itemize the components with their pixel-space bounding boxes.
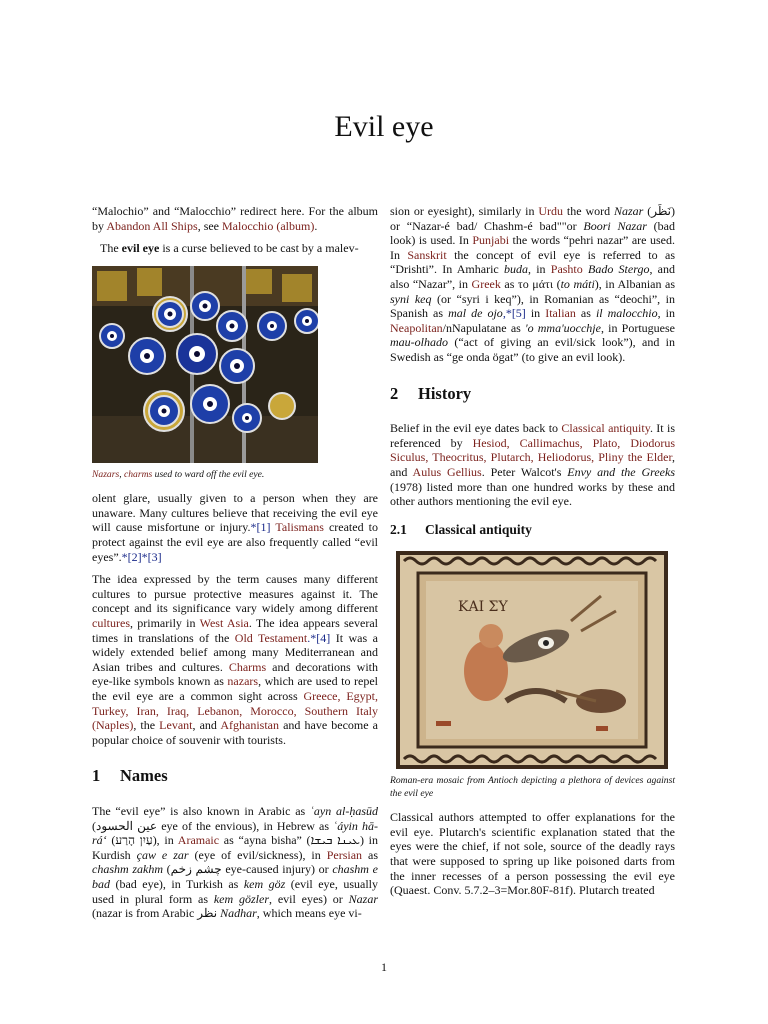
nazar-charms-photo (92, 266, 318, 463)
names-paragraph-cont: sion or eyesight), similarly in Urdu the word Nazar (نَظَر) or “Nazar-é bad/ Chashm-é bad""or Boori Nazar (bad look) is used. In Punjabi the words “pehri nazar” are used. In Sanskrit the concept of evil eye is referred to as “Drishti”. In Amharic buda, in Pashto Bado Stergo, and also “Nazar”, in Greek as το μάτι (to máti), in Albanian as syni keq (or “syri i keq”), in Romanian as “deochi”, in Spanish as mal de ojo,*[5] in Italian as il malocchio, in Neapolitan/nNapulatane as 'o mma'uocchje, in Portuguese mau-olhado (“act of giving an evil/sick look”), and in Swedish as “ge onda ögat” (to give an evil look). (390, 204, 676, 364)
link-greek[interactable]: Greek (471, 276, 501, 291)
link-neapolitan[interactable]: Neapolitan (390, 320, 443, 335)
names-paragraph: The “evil eye” is also known in Arabic as ʿayn al-ḥasūd (عين الحسود eye of the envious), in Hebrew as ʿáyin hā-rá‘ (עַיִן הָרַע), in Aramaic as “ayna bisha” (ܥܝܢܐ ܒܝܫܐ) in Kurdish çaw e zar (eye of evil/sickness), in Persian as chashm zakhm (چشم زخم eye-caused injury) or chashm e bad (bad eye), in Turkish as kem göz (evil eye, usually used in plural form as kem gözler, evil eyes) or Nazar (nazar is from Arabic نظر Nadhar, which means eye vi- (92, 803, 379, 921)
intro-paragraph-start: The evil eye is a curse believed to be cast by a malev- (100, 241, 359, 256)
article-title: Evil eye (334, 110, 434, 143)
link-persian[interactable]: Persian (326, 847, 363, 862)
link-pashto[interactable]: Pashto (550, 262, 583, 277)
ref-4[interactable]: .*[4] (307, 630, 331, 645)
subsection-heading-classical-antiquity: 2.1 Classical antiquity (390, 521, 532, 537)
link-afghanistan[interactable]: Afghanistan (220, 718, 279, 733)
link-charms[interactable]: Charms (228, 659, 267, 674)
link-aramaic[interactable]: Aramaic (177, 833, 220, 848)
intro-paragraph-cont: olent glare, usually given to a person when they are unaware. Many cultures believe that receiving the evil eye will cause misfortune or injury.*[1] Talismans created to protect against the evil eye are also frequently called “evil eyes”.*[2]*[3] (92, 491, 379, 564)
link-malocchio-album[interactable]: Malocchio (album) (222, 218, 315, 233)
history-paragraph: Belief in the evil eye dates back to Classical antiquity. It is referenced by Hesiod, Callimachus, Plato, Diodorus Siculus, Theocritus, Plutarch, Heliodorus, Pliny the Elder, and Aulus Gellius. Peter Walcot's Envy and the Greeks (1978) listed more than one hundred works by these and other authors mentioning the evil eye. (390, 421, 675, 509)
link-cultures[interactable]: cultures (92, 616, 130, 631)
link-countries[interactable]: Greece, Egypt, Turkey, Iran, Iraq, Lebanon, Morocco, Southern Italy (Naples) (92, 689, 378, 733)
link-nazars[interactable]: nazars (227, 674, 259, 689)
paragraph-2: The idea expressed by the term causes many different cultures to pursue protective measures against it. The concept and its significance vary widely among different cultures, primarily in West Asia. The idea appears several times in translations of the Old Testament.*[4] It was a widely extended belief among many Mediterranean and Asian tribes and cultures. Charms and decorations with eye-like symbols known as nazars, which are used to repel the evil eye are a common sight across Greece, Egypt, Turkey, Iran, Iraq, Lebanon, Morocco, Southern Italy (Naples), the Levant, and Afghanistan and have become a popular choice of souvenir with tourists. (92, 572, 379, 747)
link-old-testament[interactable]: Old Testament (234, 630, 308, 645)
hatnote: “Malochio” and “Malocchio” redirect here. For the album by Abandon All Ships, see Malocchio (album). (92, 204, 378, 233)
link-talismans[interactable]: Talismans (270, 520, 324, 535)
link-classical-authors[interactable]: Hesiod, Callimachus, Plato, Diodorus Siculus, Theocritus, Plutarch, Heliodorus, Pliny the Elder (390, 435, 675, 465)
section-heading-names: 1 Names (92, 766, 168, 786)
section-heading-history: 2 History (390, 383, 472, 403)
mosaic-inscription: ΚΑΙ ΣΥ (458, 599, 508, 616)
link-abandon-all-ships[interactable]: Abandon All Ships (106, 218, 198, 233)
ref-2[interactable]: *[2] (121, 549, 142, 564)
link-urdu[interactable]: Urdu (538, 204, 564, 218)
link-west-asia[interactable]: West Asia (199, 616, 249, 631)
link-italian[interactable]: Italian (545, 306, 576, 321)
link-charms-caption[interactable]: charms (124, 468, 153, 480)
link-levant[interactable]: Levant (159, 718, 193, 733)
ref-3[interactable]: *[3] (141, 549, 162, 564)
ref-5[interactable]: ,*[5] (502, 306, 526, 321)
left-column (92, 204, 378, 929)
link-classical-antiquity[interactable]: Classical antiquity (561, 421, 650, 436)
ref-1[interactable]: *[1] (250, 520, 271, 535)
link-aulus-gellius[interactable]: Aulus Gellius (412, 464, 482, 479)
page-number: 1 (381, 960, 387, 974)
link-sanskrit[interactable]: Sanskrit (407, 247, 447, 262)
antioch-mosaic-image (396, 551, 668, 769)
right-column (390, 204, 675, 906)
link-punjabi[interactable]: Punjabi (472, 233, 510, 248)
figure1-caption: Nazars, charms used to ward off the evil eye. (92, 468, 265, 480)
figure2-caption: Roman-era mosaic from Antioch depicting a plethora of devices against the evil eye (390, 775, 675, 799)
classical-paragraph: Classical authors attempted to offer explanations for the evil eye. Plutarch's scientific explanation stated that the eyes were the chief, if not sole, source of the deadly rays that were supposed to spring up like poisoned darts from the inner recesses of a person possessing the evil eye (Quaest. Conv. 5.7.2–3=Mor.80F-81f). Plutarch treated (390, 810, 675, 898)
link-nazars-caption[interactable]: Nazars (92, 468, 120, 480)
